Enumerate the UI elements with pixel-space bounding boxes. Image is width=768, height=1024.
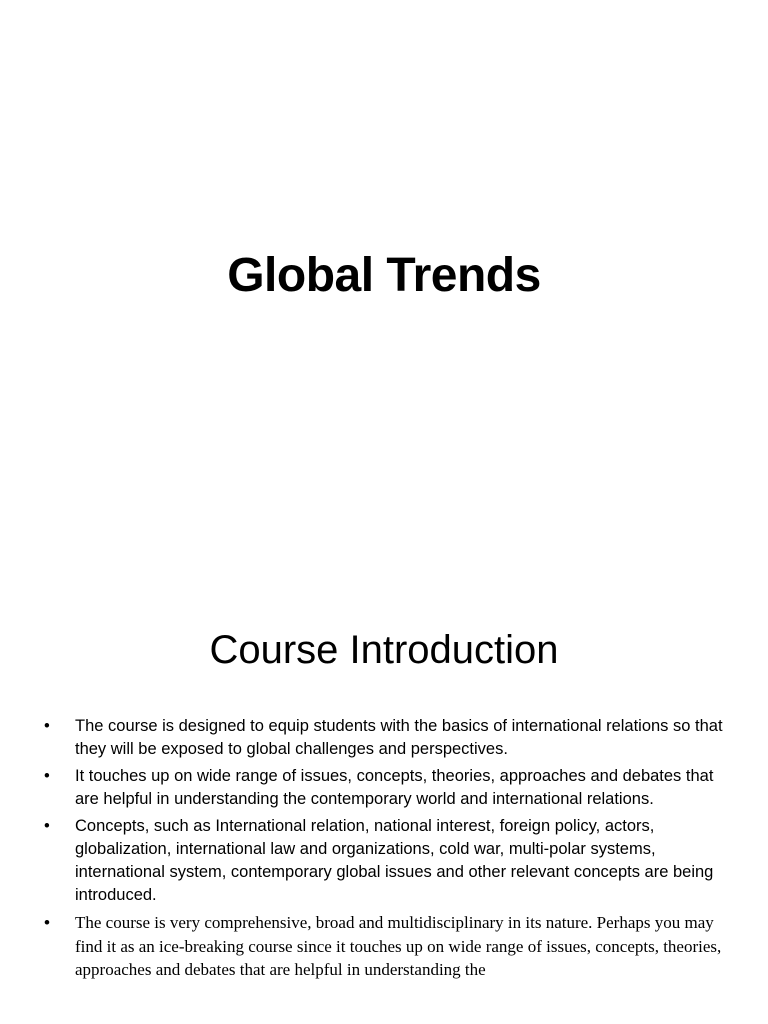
bullet-item [44, 911, 734, 982]
slide-title: Global Trends [227, 249, 541, 302]
bullet-text: It touches up on wide range of issues, concepts, theories, approaches and debates that are helpful in understanding the contemporary world and international relations. [75, 767, 714, 808]
bullet-icon: • [44, 717, 50, 735]
bullet-list [44, 715, 734, 986]
bullet-icon: • [44, 913, 50, 932]
slide-heading: Course Introduction [209, 628, 559, 672]
bullet-icon: • [44, 767, 50, 785]
bullet-item [44, 815, 734, 907]
bullet-text: The course is designed to equip students with the basics of international relations so that they will be exposed to global challenges and perspectives. [75, 717, 723, 758]
bullet-item [44, 715, 734, 761]
slide-course-introduction [0, 576, 768, 1024]
bullet-icon: • [44, 817, 50, 835]
bullet-item [44, 765, 734, 811]
bullet-text: The course is very comprehensive, broad and multidisciplinary in its nature. Perhaps you may find it as an ice-breaking course since it touches up on wide range of issues, concepts, theories, approaches and debates that are helpful in understanding the [75, 913, 722, 979]
bullet-text: Concepts, such as International relation, national interest, foreign policy, actors, globalization, international law and organizations, cold war, multi-polar systems, international system, contemporary global issues and other relevant concepts are being introduced. [75, 817, 714, 904]
